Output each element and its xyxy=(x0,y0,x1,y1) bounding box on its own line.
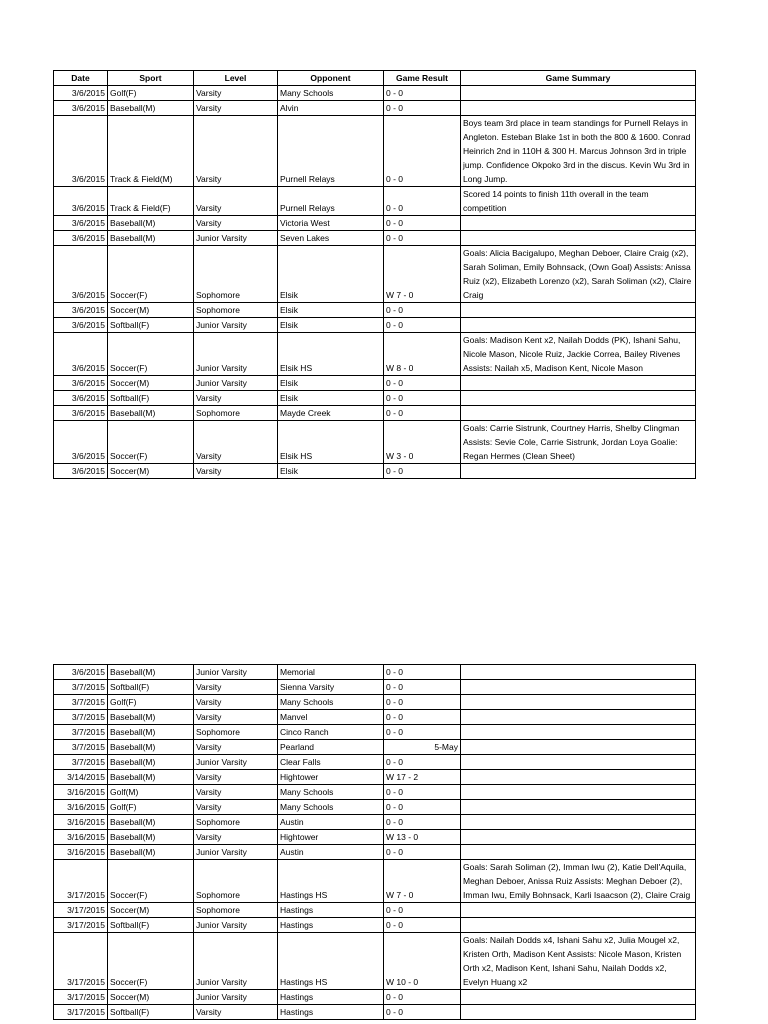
date-cell: 3/6/2015 xyxy=(54,246,108,303)
table-row xyxy=(54,665,696,680)
opponent-cell: Hastings xyxy=(278,903,384,918)
sport-cell: Baseball(M) xyxy=(108,101,194,116)
result-cell: 0 - 0 xyxy=(384,376,461,391)
opponent-cell: Many Schools xyxy=(278,695,384,710)
level-cell: Junior Varsity xyxy=(194,231,278,246)
result-cell: 0 - 0 xyxy=(384,464,461,479)
result-cell: 0 - 0 xyxy=(384,800,461,815)
sport-cell: Baseball(M) xyxy=(108,665,194,680)
table-row xyxy=(54,785,696,800)
summary-cell xyxy=(461,770,696,785)
date-cell: 3/6/2015 xyxy=(54,333,108,376)
level-cell: Varsity xyxy=(194,86,278,101)
table-row xyxy=(54,918,696,933)
table-row xyxy=(54,770,696,785)
date-cell: 3/6/2015 xyxy=(54,116,108,187)
table-row xyxy=(54,845,696,860)
sport-cell: Softball(F) xyxy=(108,1005,194,1020)
result-cell: W 7 - 0 xyxy=(384,246,461,303)
level-cell: Varsity xyxy=(194,695,278,710)
opponent-cell: Hastings HS xyxy=(278,933,384,990)
summary-cell xyxy=(461,990,696,1005)
sport-cell: Baseball(M) xyxy=(108,830,194,845)
summary-cell xyxy=(461,830,696,845)
date-cell: 3/6/2015 xyxy=(54,187,108,216)
opponent-cell: Elsik xyxy=(278,376,384,391)
schedule-table-1 xyxy=(53,70,696,479)
date-cell: 3/6/2015 xyxy=(54,231,108,246)
sport-cell: Baseball(M) xyxy=(108,815,194,830)
summary-cell: Goals: Madison Kent x2, Nailah Dodds (PK), Ishani Sahu, Nicole Mason, Nicole Ruiz, Jackie Correa, Bailey Rivenes Assists: Nailah x5, Madison Kent, Nicole Mason xyxy=(461,333,696,376)
table-row xyxy=(54,421,696,464)
level-cell: Varsity xyxy=(194,391,278,406)
sport-cell: Baseball(M) xyxy=(108,710,194,725)
level-cell: Sophomore xyxy=(194,903,278,918)
sport-cell: Softball(F) xyxy=(108,318,194,333)
sport-cell: Golf(F) xyxy=(108,800,194,815)
sport-cell: Soccer(F) xyxy=(108,333,194,376)
level-cell: Junior Varsity xyxy=(194,933,278,990)
sport-cell: Track & Field(F) xyxy=(108,187,194,216)
date-cell: 3/7/2015 xyxy=(54,710,108,725)
table-row xyxy=(54,830,696,845)
level-cell: Varsity xyxy=(194,680,278,695)
result-cell: W 8 - 0 xyxy=(384,333,461,376)
date-cell: 3/6/2015 xyxy=(54,101,108,116)
page-bottom-edge xyxy=(0,1020,768,1024)
sport-cell: Soccer(F) xyxy=(108,860,194,903)
sport-cell: Baseball(M) xyxy=(108,755,194,770)
summary-cell xyxy=(461,303,696,318)
table-row xyxy=(54,406,696,421)
table-body-2 xyxy=(54,665,696,1020)
result-cell: 0 - 0 xyxy=(384,903,461,918)
level-cell: Junior Varsity xyxy=(194,845,278,860)
level-cell: Varsity xyxy=(194,710,278,725)
date-cell: 3/16/2015 xyxy=(54,830,108,845)
sport-cell: Softball(F) xyxy=(108,918,194,933)
summary-cell: Goals: Sarah Soliman (2), Imman Iwu (2), Katie Dell'Aquila, Meghan Deboer, Anissa Ruiz Assists: Meghan Deboer (2), Imman Iwu, Emily Bohnsack, Karli Isaacson (2), Claire Craig xyxy=(461,860,696,903)
date-cell: 3/17/2015 xyxy=(54,903,108,918)
sport-cell: Soccer(M) xyxy=(108,990,194,1005)
sport-cell: Baseball(M) xyxy=(108,725,194,740)
date-cell: 3/6/2015 xyxy=(54,376,108,391)
sport-cell: Soccer(M) xyxy=(108,464,194,479)
summary-cell xyxy=(461,845,696,860)
opponent-cell: Mayde Creek xyxy=(278,406,384,421)
table-row xyxy=(54,86,696,101)
level-cell: Junior Varsity xyxy=(194,918,278,933)
level-cell: Varsity xyxy=(194,464,278,479)
result-cell: 0 - 0 xyxy=(384,725,461,740)
opponent-cell: Austin xyxy=(278,845,384,860)
date-cell: 3/6/2015 xyxy=(54,406,108,421)
table-row xyxy=(54,303,696,318)
sport-cell: Baseball(M) xyxy=(108,406,194,421)
date-cell: 3/17/2015 xyxy=(54,860,108,903)
result-cell: 0 - 0 xyxy=(384,815,461,830)
result-cell: 0 - 0 xyxy=(384,101,461,116)
date-cell: 3/6/2015 xyxy=(54,665,108,680)
opponent-cell: Alvin xyxy=(278,101,384,116)
table-row xyxy=(54,740,696,755)
result-cell: 0 - 0 xyxy=(384,406,461,421)
table-row xyxy=(54,101,696,116)
level-cell: Junior Varsity xyxy=(194,755,278,770)
result-cell: 0 - 0 xyxy=(384,1005,461,1020)
date-cell: 3/17/2015 xyxy=(54,918,108,933)
opponent-cell: Manvel xyxy=(278,710,384,725)
level-cell: Sophomore xyxy=(194,246,278,303)
table-row xyxy=(54,376,696,391)
date-cell: 3/16/2015 xyxy=(54,845,108,860)
level-cell: Junior Varsity xyxy=(194,665,278,680)
sport-cell: Soccer(F) xyxy=(108,246,194,303)
header-sport: Sport xyxy=(108,71,194,86)
table-row xyxy=(54,815,696,830)
summary-cell: Goals: Nailah Dodds x4, Ishani Sahu x2, Julia Mougel x2, Kristen Orth, Madison Kent Assists: Nicole Mason, Kristen Orth x2, Madison Kent, Ishani Sahu, Nailah Dodds x2, Evelyn Huang x2 xyxy=(461,933,696,990)
summary-cell xyxy=(461,755,696,770)
date-cell: 3/7/2015 xyxy=(54,725,108,740)
table-row xyxy=(54,710,696,725)
summary-cell xyxy=(461,391,696,406)
date-cell: 3/16/2015 xyxy=(54,785,108,800)
date-cell: 3/6/2015 xyxy=(54,86,108,101)
result-cell: 0 - 0 xyxy=(384,318,461,333)
level-cell: Junior Varsity xyxy=(194,318,278,333)
summary-cell xyxy=(461,231,696,246)
date-cell: 3/16/2015 xyxy=(54,815,108,830)
opponent-cell: Elsik HS xyxy=(278,333,384,376)
level-cell: Sophomore xyxy=(194,406,278,421)
table-row xyxy=(54,391,696,406)
summary-cell xyxy=(461,903,696,918)
table-row xyxy=(54,333,696,376)
schedule-table-2 xyxy=(53,664,696,1020)
level-cell: Varsity xyxy=(194,101,278,116)
result-cell: 5-May xyxy=(384,740,461,755)
level-cell: Junior Varsity xyxy=(194,376,278,391)
date-cell: 3/7/2015 xyxy=(54,740,108,755)
level-cell: Varsity xyxy=(194,421,278,464)
result-cell: W 3 - 0 xyxy=(384,421,461,464)
opponent-cell: Elsik xyxy=(278,246,384,303)
opponent-cell: Elsik xyxy=(278,303,384,318)
level-cell: Varsity xyxy=(194,216,278,231)
level-cell: Varsity xyxy=(194,187,278,216)
result-cell: 0 - 0 xyxy=(384,216,461,231)
date-cell: 3/6/2015 xyxy=(54,216,108,231)
summary-cell xyxy=(461,725,696,740)
summary-cell xyxy=(461,86,696,101)
result-cell: 0 - 0 xyxy=(384,116,461,187)
opponent-cell: Hastings xyxy=(278,918,384,933)
sport-cell: Baseball(M) xyxy=(108,231,194,246)
table-row xyxy=(54,116,696,187)
sport-cell: Baseball(M) xyxy=(108,216,194,231)
table-row xyxy=(54,231,696,246)
table-row xyxy=(54,990,696,1005)
table-row xyxy=(54,903,696,918)
date-cell: 3/17/2015 xyxy=(54,990,108,1005)
opponent-cell: Hastings xyxy=(278,990,384,1005)
opponent-cell: Clear Falls xyxy=(278,755,384,770)
summary-cell xyxy=(461,665,696,680)
level-cell: Junior Varsity xyxy=(194,990,278,1005)
sport-cell: Baseball(M) xyxy=(108,740,194,755)
result-cell: W 17 - 2 xyxy=(384,770,461,785)
level-cell: Sophomore xyxy=(194,860,278,903)
opponent-cell: Victoria West xyxy=(278,216,384,231)
opponent-cell: Seven Lakes xyxy=(278,231,384,246)
date-cell: 3/7/2015 xyxy=(54,680,108,695)
result-cell: W 10 - 0 xyxy=(384,933,461,990)
result-cell: 0 - 0 xyxy=(384,755,461,770)
opponent-cell: Many Schools xyxy=(278,785,384,800)
opponent-cell: Purnell Relays xyxy=(278,116,384,187)
table-row xyxy=(54,187,696,216)
sport-cell: Golf(F) xyxy=(108,86,194,101)
summary-cell xyxy=(461,918,696,933)
table-row xyxy=(54,800,696,815)
level-cell: Varsity xyxy=(194,116,278,187)
summary-cell xyxy=(461,695,696,710)
table-row xyxy=(54,860,696,903)
header-game-result: Game Result xyxy=(384,71,461,86)
header-level: Level xyxy=(194,71,278,86)
sport-cell: Softball(F) xyxy=(108,391,194,406)
result-cell: 0 - 0 xyxy=(384,845,461,860)
summary-cell xyxy=(461,815,696,830)
opponent-cell: Elsik HS xyxy=(278,421,384,464)
opponent-cell: Purnell Relays xyxy=(278,187,384,216)
sport-cell: Golf(F) xyxy=(108,695,194,710)
table-row xyxy=(54,216,696,231)
date-cell: 3/6/2015 xyxy=(54,464,108,479)
opponent-cell: Cinco Ranch xyxy=(278,725,384,740)
header-row xyxy=(54,71,696,86)
level-cell: Varsity xyxy=(194,740,278,755)
table-row xyxy=(54,464,696,479)
summary-cell xyxy=(461,800,696,815)
opponent-cell: Sienna Varsity xyxy=(278,680,384,695)
summary-cell xyxy=(461,785,696,800)
result-cell: 0 - 0 xyxy=(384,918,461,933)
level-cell: Varsity xyxy=(194,770,278,785)
summary-cell xyxy=(461,318,696,333)
level-cell: Varsity xyxy=(194,830,278,845)
header-game-summary: Game Summary xyxy=(461,71,696,86)
level-cell: Sophomore xyxy=(194,725,278,740)
date-cell: 3/6/2015 xyxy=(54,318,108,333)
summary-cell xyxy=(461,376,696,391)
result-cell: 0 - 0 xyxy=(384,695,461,710)
opponent-cell: Hastings xyxy=(278,1005,384,1020)
opponent-cell: Austin xyxy=(278,815,384,830)
summary-cell: Goals: Alicia Bacigalupo, Meghan Deboer, Claire Craig (x2), Sarah Soliman, Emily Bohnsack, (Own Goal) Assists: Anissa Ruiz (x2), Elizabeth Lorenzo (x2), Sarah Soliman (x2), Claire Craig xyxy=(461,246,696,303)
sport-cell: Soccer(M) xyxy=(108,376,194,391)
header-date: Date xyxy=(54,71,108,86)
result-cell: 0 - 0 xyxy=(384,710,461,725)
table-row xyxy=(54,725,696,740)
opponent-cell: Hastings HS xyxy=(278,860,384,903)
opponent-cell: Elsik xyxy=(278,464,384,479)
date-cell: 3/6/2015 xyxy=(54,391,108,406)
opponent-cell: Memorial xyxy=(278,665,384,680)
result-cell: 0 - 0 xyxy=(384,231,461,246)
sport-cell: Baseball(M) xyxy=(108,845,194,860)
date-cell: 3/17/2015 xyxy=(54,1005,108,1020)
result-cell: 0 - 0 xyxy=(384,990,461,1005)
opponent-cell: Hightower xyxy=(278,770,384,785)
date-cell: 3/16/2015 xyxy=(54,800,108,815)
result-cell: 0 - 0 xyxy=(384,785,461,800)
sport-cell: Soccer(M) xyxy=(108,303,194,318)
sport-cell: Baseball(M) xyxy=(108,770,194,785)
opponent-cell: Elsik xyxy=(278,391,384,406)
date-cell: 3/14/2015 xyxy=(54,770,108,785)
summary-cell xyxy=(461,680,696,695)
summary-cell xyxy=(461,740,696,755)
level-cell: Varsity xyxy=(194,785,278,800)
level-cell: Varsity xyxy=(194,800,278,815)
result-cell: 0 - 0 xyxy=(384,680,461,695)
result-cell: W 7 - 0 xyxy=(384,860,461,903)
date-cell: 3/7/2015 xyxy=(54,695,108,710)
opponent-cell: Pearland xyxy=(278,740,384,755)
opponent-cell: Hightower xyxy=(278,830,384,845)
summary-cell xyxy=(461,710,696,725)
summary-cell xyxy=(461,101,696,116)
date-cell: 3/6/2015 xyxy=(54,421,108,464)
opponent-cell: Many Schools xyxy=(278,800,384,815)
summary-cell: Boys team 3rd place in team standings for Purnell Relays in Angleton. Esteban Blake 1st in both the 800 & 1600. Conrad Heinrich 2nd in 110H & 300 H. Marcus Johnson 3rd in triple jump. Confidence Okpoko 3rd in the discus. Kevin Wu 3rd in Long Jump. xyxy=(461,116,696,187)
level-cell: Varsity xyxy=(194,1005,278,1020)
result-cell: 0 - 0 xyxy=(384,665,461,680)
table-row xyxy=(54,318,696,333)
summary-cell xyxy=(461,464,696,479)
summary-cell xyxy=(461,406,696,421)
result-cell: 0 - 0 xyxy=(384,86,461,101)
level-cell: Sophomore xyxy=(194,815,278,830)
date-cell: 3/7/2015 xyxy=(54,755,108,770)
table-row xyxy=(54,933,696,990)
date-cell: 3/17/2015 xyxy=(54,933,108,990)
level-cell: Junior Varsity xyxy=(194,333,278,376)
date-cell: 3/6/2015 xyxy=(54,303,108,318)
result-cell: 0 - 0 xyxy=(384,187,461,216)
table-row xyxy=(54,1005,696,1020)
header-opponent: Opponent xyxy=(278,71,384,86)
table-row xyxy=(54,695,696,710)
result-cell: 0 - 0 xyxy=(384,303,461,318)
result-cell: W 13 - 0 xyxy=(384,830,461,845)
sport-cell: Soccer(F) xyxy=(108,933,194,990)
table-body-1 xyxy=(54,86,696,479)
sport-cell: Golf(M) xyxy=(108,785,194,800)
opponent-cell: Elsik xyxy=(278,318,384,333)
sport-cell: Soccer(F) xyxy=(108,421,194,464)
summary-cell xyxy=(461,1005,696,1020)
sport-cell: Soccer(M) xyxy=(108,903,194,918)
summary-cell: Scored 14 points to finish 11th overall in the team competition xyxy=(461,187,696,216)
summary-cell xyxy=(461,216,696,231)
summary-cell: Goals: Carrie Sistrunk, Courtney Harris, Shelby Clingman Assists: Sevie Cole, Carrie Sistrunk, Jordan Loya Goalie: Regan Hermes (Clean Sheet) xyxy=(461,421,696,464)
level-cell: Sophomore xyxy=(194,303,278,318)
opponent-cell: Many Schools xyxy=(278,86,384,101)
table-row xyxy=(54,246,696,303)
table-row xyxy=(54,755,696,770)
sport-cell: Softball(F) xyxy=(108,680,194,695)
table-row xyxy=(54,680,696,695)
result-cell: 0 - 0 xyxy=(384,391,461,406)
sport-cell: Track & Field(M) xyxy=(108,116,194,187)
